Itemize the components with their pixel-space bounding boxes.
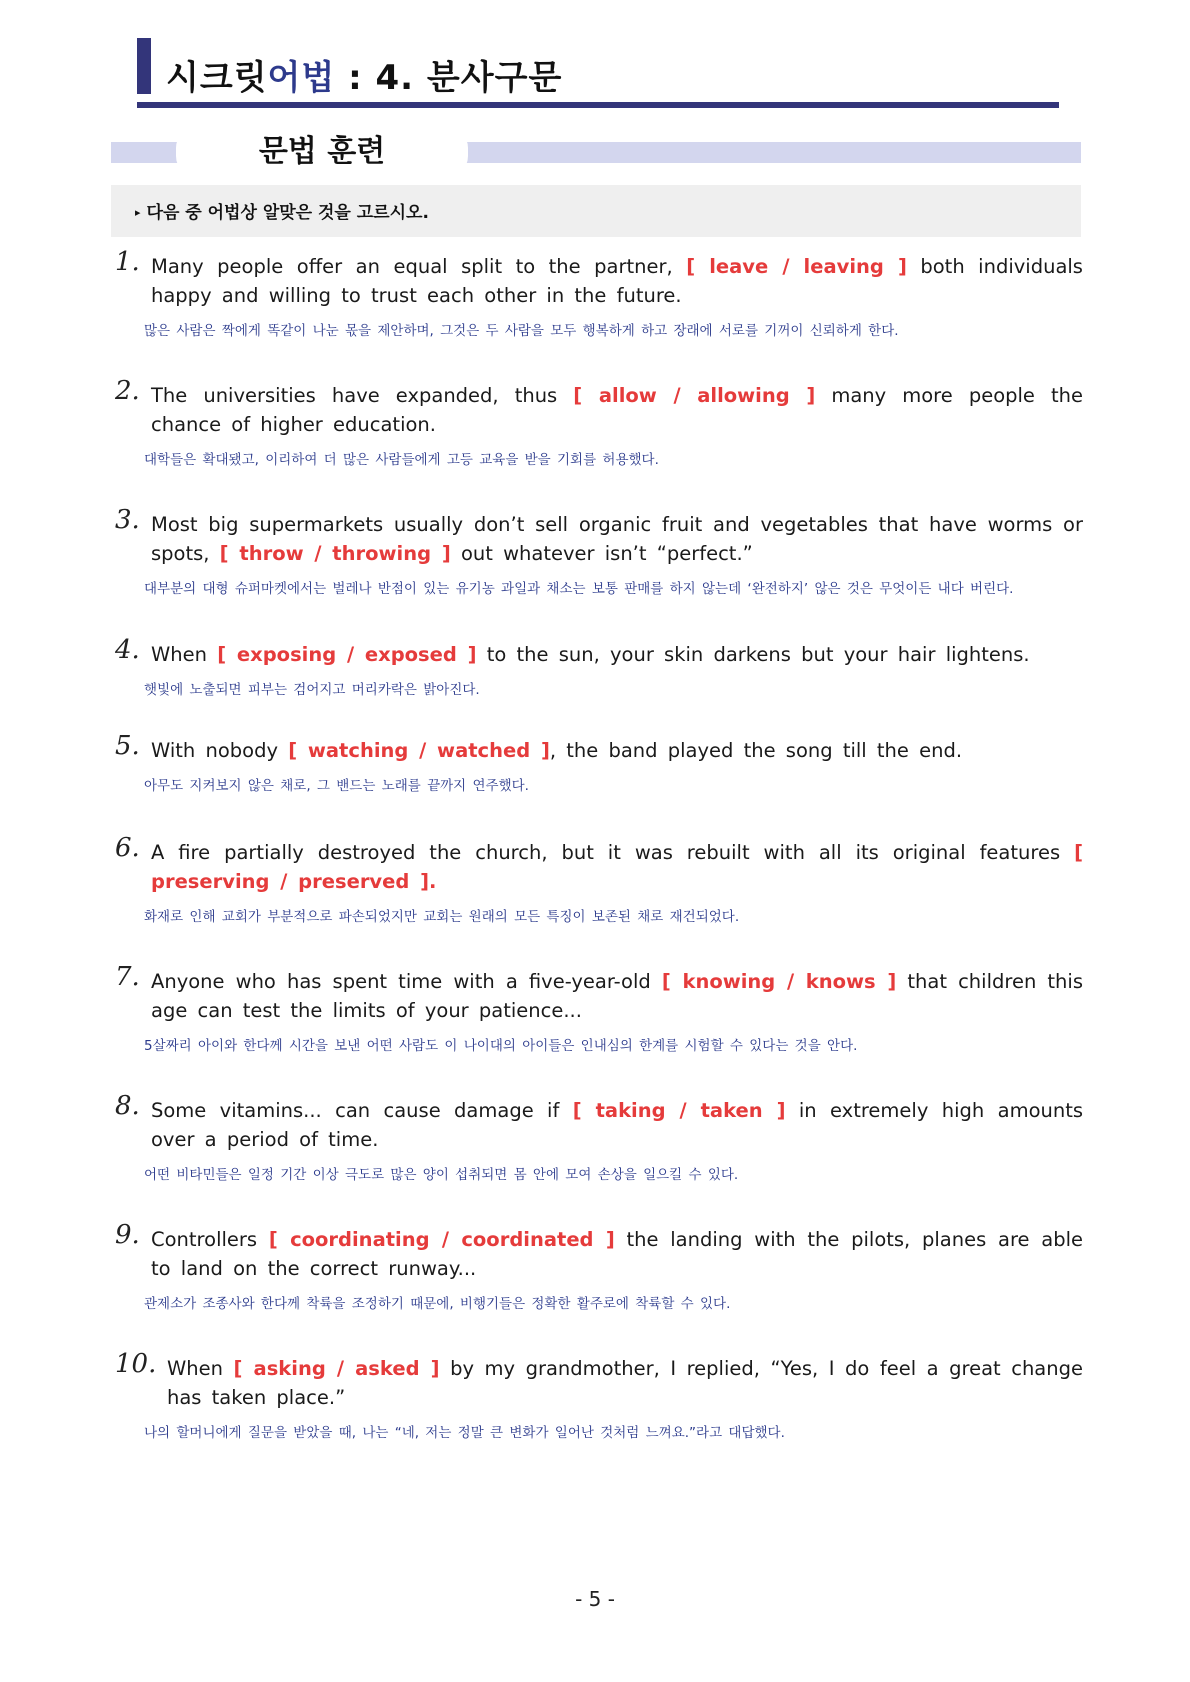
question-stem-pre: Some vitamins... can cause damage if [151,1099,573,1122]
korean-translation: 화재로 인해 교회가 부분적으로 파손되었지만 교회는 원래의 모든 특징이 보존된 채로 재건되었다. [144,909,740,925]
question-number: 9. [115,1220,140,1250]
question-number: 3. [115,505,140,535]
title-underline [137,102,1059,108]
question-number: 2. [115,376,140,406]
question-text [151,967,1083,1025]
question-stem-pre: Anyone who has spent time with a five-year-old [151,970,662,993]
section-heading: 문법 훈련 [176,126,468,178]
instruction [135,198,429,223]
answer-choice[interactable]: [ preserving / preserved ]. [151,841,1083,893]
question-stem-pre: The universities have expanded, thus [151,384,574,407]
title-part2: : 4. 분사구문 [335,58,563,98]
answer-choice[interactable]: [ knowing / knows ] [661,970,897,993]
question-text [151,381,1083,439]
answer-choice[interactable]: [ watching / watched ] [288,739,550,762]
page-title [166,50,562,99]
question-8 [115,1091,1084,1183]
question-stem-pre: Most big supermarkets usually don’t sell organic fruit and vegetables that have worms or spots, [151,513,1083,565]
korean-translation: 햇빛에 노출되면 피부는 검어지고 머리카락은 밝아진다. [144,682,480,698]
korean-translation: 관제소가 조종사와 한다께 착륙을 조정하기 때문에, 비행기들은 정확한 활주로에 착륙할 수 있다. [144,1296,731,1312]
question-number: 8. [115,1091,140,1121]
answer-choice[interactable]: [ taking / taken ] [572,1099,786,1122]
korean-translation: 대부분의 대형 슈퍼마켓에서는 벌레나 반점이 있는 유기농 과일과 채소는 보통 판매를 하지 않는데 ‘완전하지’ 않은 것은 무엇이든 내다 버린다. [144,581,1014,597]
question-stem-pre: With nobody [151,739,289,762]
question-stem-post: out whatever isn’t “perfect.” [450,542,753,565]
question-text [151,510,1083,568]
answer-choice[interactable]: [ leave / leaving ] [686,255,907,278]
question-stem-pre: Many people offer an equal split to the partner, [151,255,687,278]
question-stem-pre: Controllers [151,1228,269,1251]
answer-choice[interactable]: [ exposing / exposed ] [217,643,477,666]
question-stem-pre: When [167,1357,234,1380]
question-10 [115,1349,1083,1441]
question-9 [115,1220,1084,1312]
title-part1: 시크릿 [166,58,268,98]
question-text [151,838,1083,896]
question-number: 1. [115,247,140,277]
question-stem-post: that children this age can test the limits of your patience... [151,970,1083,1022]
triangle-bullet-icon: ▸ [135,206,141,219]
question-text [151,736,1083,765]
page-number: - 5 - [575,1587,615,1611]
question-text [151,1096,1083,1154]
question-7 [115,962,1083,1054]
korean-translation: 대학들은 확대됐고, 이리하여 더 많은 사람들에게 고등 교육을 받을 기회를 허용했다. [144,452,659,468]
korean-translation: 5살짜리 아이와 한다께 시간을 보낸 어떤 사람도 이 나이대의 아이들은 인내심의 한계를 시험할 수 있다는 것을 안다. [144,1038,858,1054]
question-stem-pre: A fire partially destroyed the church, but it was rebuilt with all its original features [151,841,1075,864]
question-text [151,252,1083,310]
question-1 [115,247,1083,339]
question-stem-post: , the band played the song till the end. [549,739,963,762]
question-2 [115,376,1084,468]
instruction-text: 다음 중 어법상 알맞은 것을 고르시오. [146,203,429,223]
instruction-box [111,185,1081,237]
question-stem-post: by my grandmother, I replied, “Yes, I do feel a great change has taken place.” [167,1357,1083,1409]
title-accent-bar [137,38,151,94]
question-text [151,1225,1083,1283]
question-stem-pre: When [151,643,218,666]
question-stem-post: to the sun, your skin darkens but your hair lightens. [476,643,1030,666]
question-stem-post: many more people the chance of higher education. [151,384,1084,436]
korean-translation: 아무도 지켜보지 않은 채로, 그 밴드는 노래를 끝까지 연주했다. [144,778,529,794]
answer-choice[interactable]: [ coordinating / coordinated ] [268,1228,615,1251]
korean-translation: 어떤 비타민들은 일정 기간 이상 극도로 많은 양이 섭취되면 몸 안에 모여 손상을 일으킬 수 있다. [144,1167,739,1183]
answer-choice[interactable]: [ allow / allowing ] [573,384,816,407]
question-stem-post: in extremely high amounts over a period of time. [151,1099,1084,1151]
korean-translation: 많은 사람은 짝에게 똑같이 나눈 몫을 제안하며, 그것은 두 사람을 모두 행복하게 하고 장래에 서로를 기꺼이 신뢰하게 한다. [144,323,899,339]
question-number: 7. [115,962,140,992]
question-4 [115,635,1083,698]
question-stem-post: the landing with the pilots, planes are able to land on the correct runway... [151,1228,1084,1280]
question-text [151,640,1083,669]
question-text [167,1354,1083,1412]
question-number: 4. [115,635,140,665]
answer-choice[interactable]: [ throw / throwing ] [219,542,451,565]
question-6 [115,833,1083,925]
question-5 [115,731,1083,794]
question-number: 5. [115,731,140,761]
question-3 [115,505,1083,597]
korean-translation: 나의 할머니에게 질문을 받았을 때, 나는 “네, 저는 정말 큰 변화가 일어난 것처럼 느껴요.”라고 대답했다. [144,1425,785,1441]
answer-choice[interactable]: [ asking / asked ] [233,1357,440,1380]
question-number: 6. [115,833,140,863]
title-accent: 어법 [267,58,336,98]
question-stem-post: both individuals happy and willing to trust each other in the future. [151,255,1083,307]
question-number: 10. [115,1349,157,1379]
